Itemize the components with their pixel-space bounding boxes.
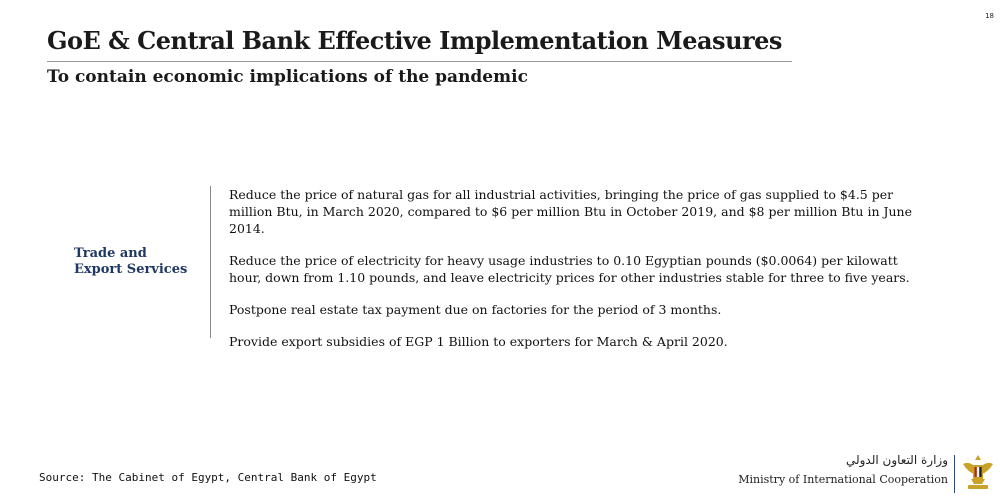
section-label xyxy=(74,246,187,278)
ministry-name-english: Ministry of International Cooperation xyxy=(738,473,948,486)
ministry-name-arabic: وزارة التعاون الدولي xyxy=(845,453,948,467)
section-label-line1: Trade and xyxy=(74,246,147,261)
ministry-name xyxy=(738,453,948,486)
measure-item: Reduce the price of natural gas for all industrial activities, bringing the price of gas supplied to $4.5 per million Btu, in March 2020, compared to $6 per million Btu in October 2019, and $8 per million Btu in June 2014. xyxy=(229,187,912,236)
section-divider xyxy=(210,186,211,338)
page-number: 18 xyxy=(985,12,994,20)
measures-list xyxy=(229,186,929,365)
source-note: Source: The Cabinet of Egypt, Central Bank of Egypt xyxy=(39,471,377,484)
page-subtitle: To contain economic implications of the pandemic xyxy=(47,67,528,87)
page-title: GoE & Central Bank Effective Implementation Measures xyxy=(47,26,782,55)
section-label-line2: Export Services xyxy=(74,262,188,277)
eagle-emblem-icon xyxy=(961,452,995,492)
measure-item: Provide export subsidies of EGP 1 Billion to exporters for March & April 2020. xyxy=(229,334,728,349)
measure-item: Postpone real estate tax payment due on factories for the period of 3 months. xyxy=(229,302,722,317)
logo-divider xyxy=(954,455,955,493)
measure-item: Reduce the price of electricity for heavy usage industries to 0.10 Egyptian pounds ($0.0064) per kilowatt hour, down from 1.10 pounds, and leave electricity prices for other industries stable for three to five years. xyxy=(229,253,910,285)
title-divider xyxy=(47,61,792,62)
